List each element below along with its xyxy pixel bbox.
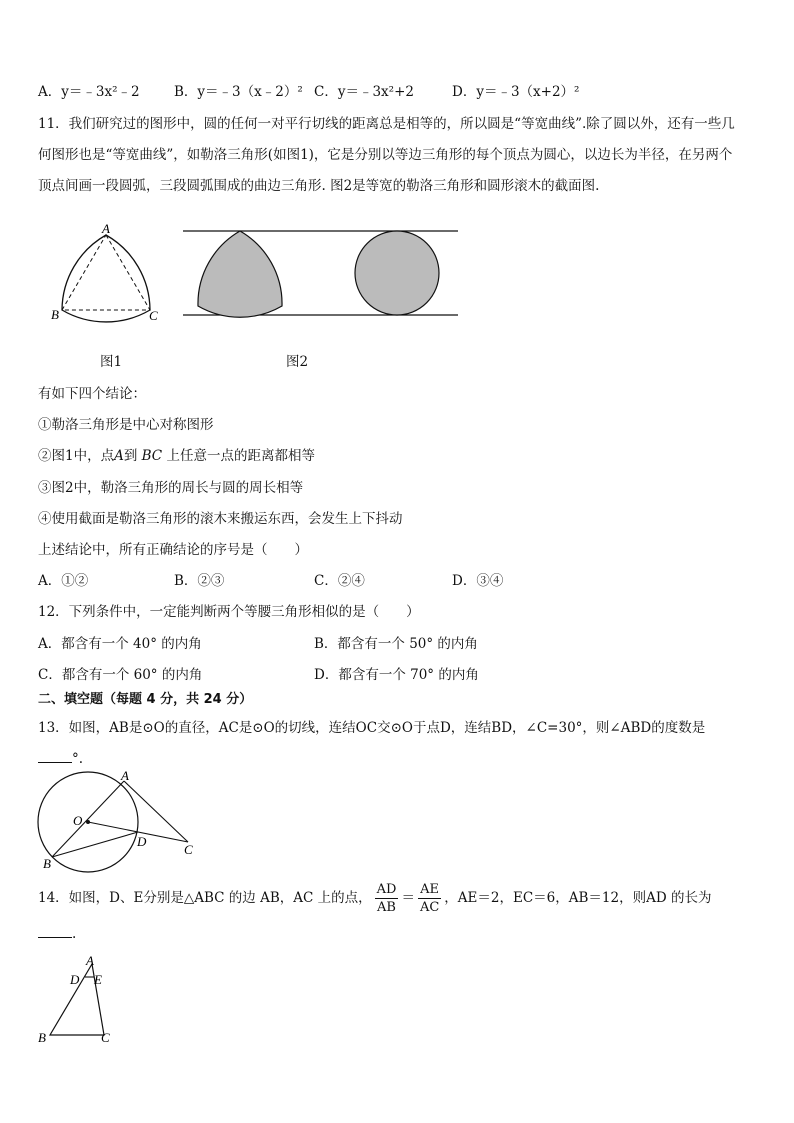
q11-option-a: A．①② — [38, 573, 89, 589]
q11-conclusion-3: ③图2中，勒洛三角形的周长与圆的周长相等 — [38, 480, 304, 496]
fig13-label-b: B — [43, 856, 51, 871]
q12-option-b: B．都含有一个 50° 的内角 — [314, 636, 478, 652]
fig1-label-c: C — [149, 308, 158, 323]
fig14-label-c: C — [101, 1030, 110, 1045]
q13-figure — [30, 765, 205, 875]
fig1-label-b: B — [51, 307, 59, 322]
fig1-label-a: A — [102, 221, 110, 236]
q11-conclusion-2: ②图1中，点A到 BC 上任意一点的距离都相等 — [38, 448, 315, 464]
reuleaux-outline — [62, 235, 150, 322]
fig13-label-c: C — [184, 842, 193, 857]
fig14-label-a: A — [86, 953, 94, 968]
q11-option-c: C．②④ — [314, 573, 365, 589]
q12-stem: 12．下列条件中，一定能判断两个等腰三角形相似的是（ ） — [38, 604, 420, 620]
q12-option-c: C．都含有一个 60° 的内角 — [38, 667, 203, 683]
q11-option-d: D．③④ — [452, 573, 504, 589]
q14-blank-line: . — [38, 925, 76, 943]
segment-ab — [52, 781, 124, 857]
q14-answer-blank — [38, 937, 72, 938]
q11-conclusion-1: ①勒洛三角形是中心对称图形 — [38, 417, 214, 433]
q11-stem-line1: 11．我们研究过的图形中，圆的任何一对平行切线的距离总是相等的，所以圆是“等宽曲线”.除了圆以外，还有一些几 — [38, 116, 735, 132]
q11-conclusion-4: ④使用截面是勒洛三角形的滚木来搬运东西，会发生上下抖动 — [38, 511, 403, 527]
q10-option-c: C．y＝﹣3x²+2 — [314, 84, 414, 100]
fraction-ad-ab: $\frac{AD}{AB}$ — [376, 881, 397, 915]
fig13-label-d: D — [137, 834, 147, 849]
fig2-caption: 图2 — [286, 354, 309, 370]
q12-option-a: A．都含有一个 40° 的内角 — [38, 636, 202, 652]
q14-figure — [36, 952, 126, 1052]
q10-option-a: A．y＝﹣3x²﹣2 — [38, 84, 140, 100]
fig1-caption: 图1 — [100, 354, 123, 370]
q10-option-d: D．y＝﹣3（x+2）² — [452, 84, 580, 100]
center-point-o — [86, 820, 90, 824]
q11-stem-line3: 顶点间画一段圆弧，三段圆弧围成的曲边三角形. 图2是等宽的勒洛三角形和圆形滚木的截面图. — [38, 178, 600, 194]
segment-bd — [52, 832, 138, 857]
fig14-label-e: E — [94, 972, 102, 987]
fig13-label-a: A — [121, 768, 129, 783]
fig14-label-b: B — [38, 1030, 46, 1045]
q14-stem: 14．如图，D、E分别是△ABC 的边 AB，AC 上的点， $\frac{AD}{AB}$ ＝ $\frac{AE}{AC}$ ，AE＝2，EC＝6，AB＝12，则AD 的长为 — [38, 881, 712, 915]
reuleaux-section — [198, 231, 282, 317]
q11-ask: 上述结论中，所有正确结论的序号是（ ） — [38, 542, 308, 558]
equilateral-triangle-dashed — [62, 235, 150, 310]
circle-section — [355, 231, 439, 315]
q11-figure2 — [180, 222, 460, 322]
fig13-label-o: O — [73, 813, 83, 828]
q13-answer-blank — [38, 762, 72, 763]
q11-figure1 — [40, 222, 170, 327]
q10-option-b: B．y＝﹣3（x﹣2）² — [174, 84, 303, 100]
q11-option-b: B．②③ — [174, 573, 225, 589]
section-heading-fill-in: 二、填空题（每题 4 分，共 24 分） — [38, 692, 253, 707]
q13-blank-line: °. — [38, 750, 83, 768]
segment-bc — [52, 842, 188, 857]
fraction-ae-ac: $\frac{AE}{AC}$ — [419, 881, 440, 915]
q13-stem: 13．如图，AB是⊙O的直径，AC是⊙O的切线，连结OC交⊙O于点D，连结BD，∠C=30°，则∠ABD的度数是 — [38, 720, 706, 736]
fig14-label-d: D — [70, 972, 80, 987]
q12-option-d: D．都含有一个 70° 的内角 — [314, 667, 479, 683]
q11-intro: 有如下四个结论： — [38, 386, 146, 402]
q11-stem-line2: 何图形也是“等宽曲线”，如勒洛三角形(如图1)，它是分别以等边三角形的每个顶点为圆心，以边长为半径，在另两个 — [38, 147, 733, 163]
